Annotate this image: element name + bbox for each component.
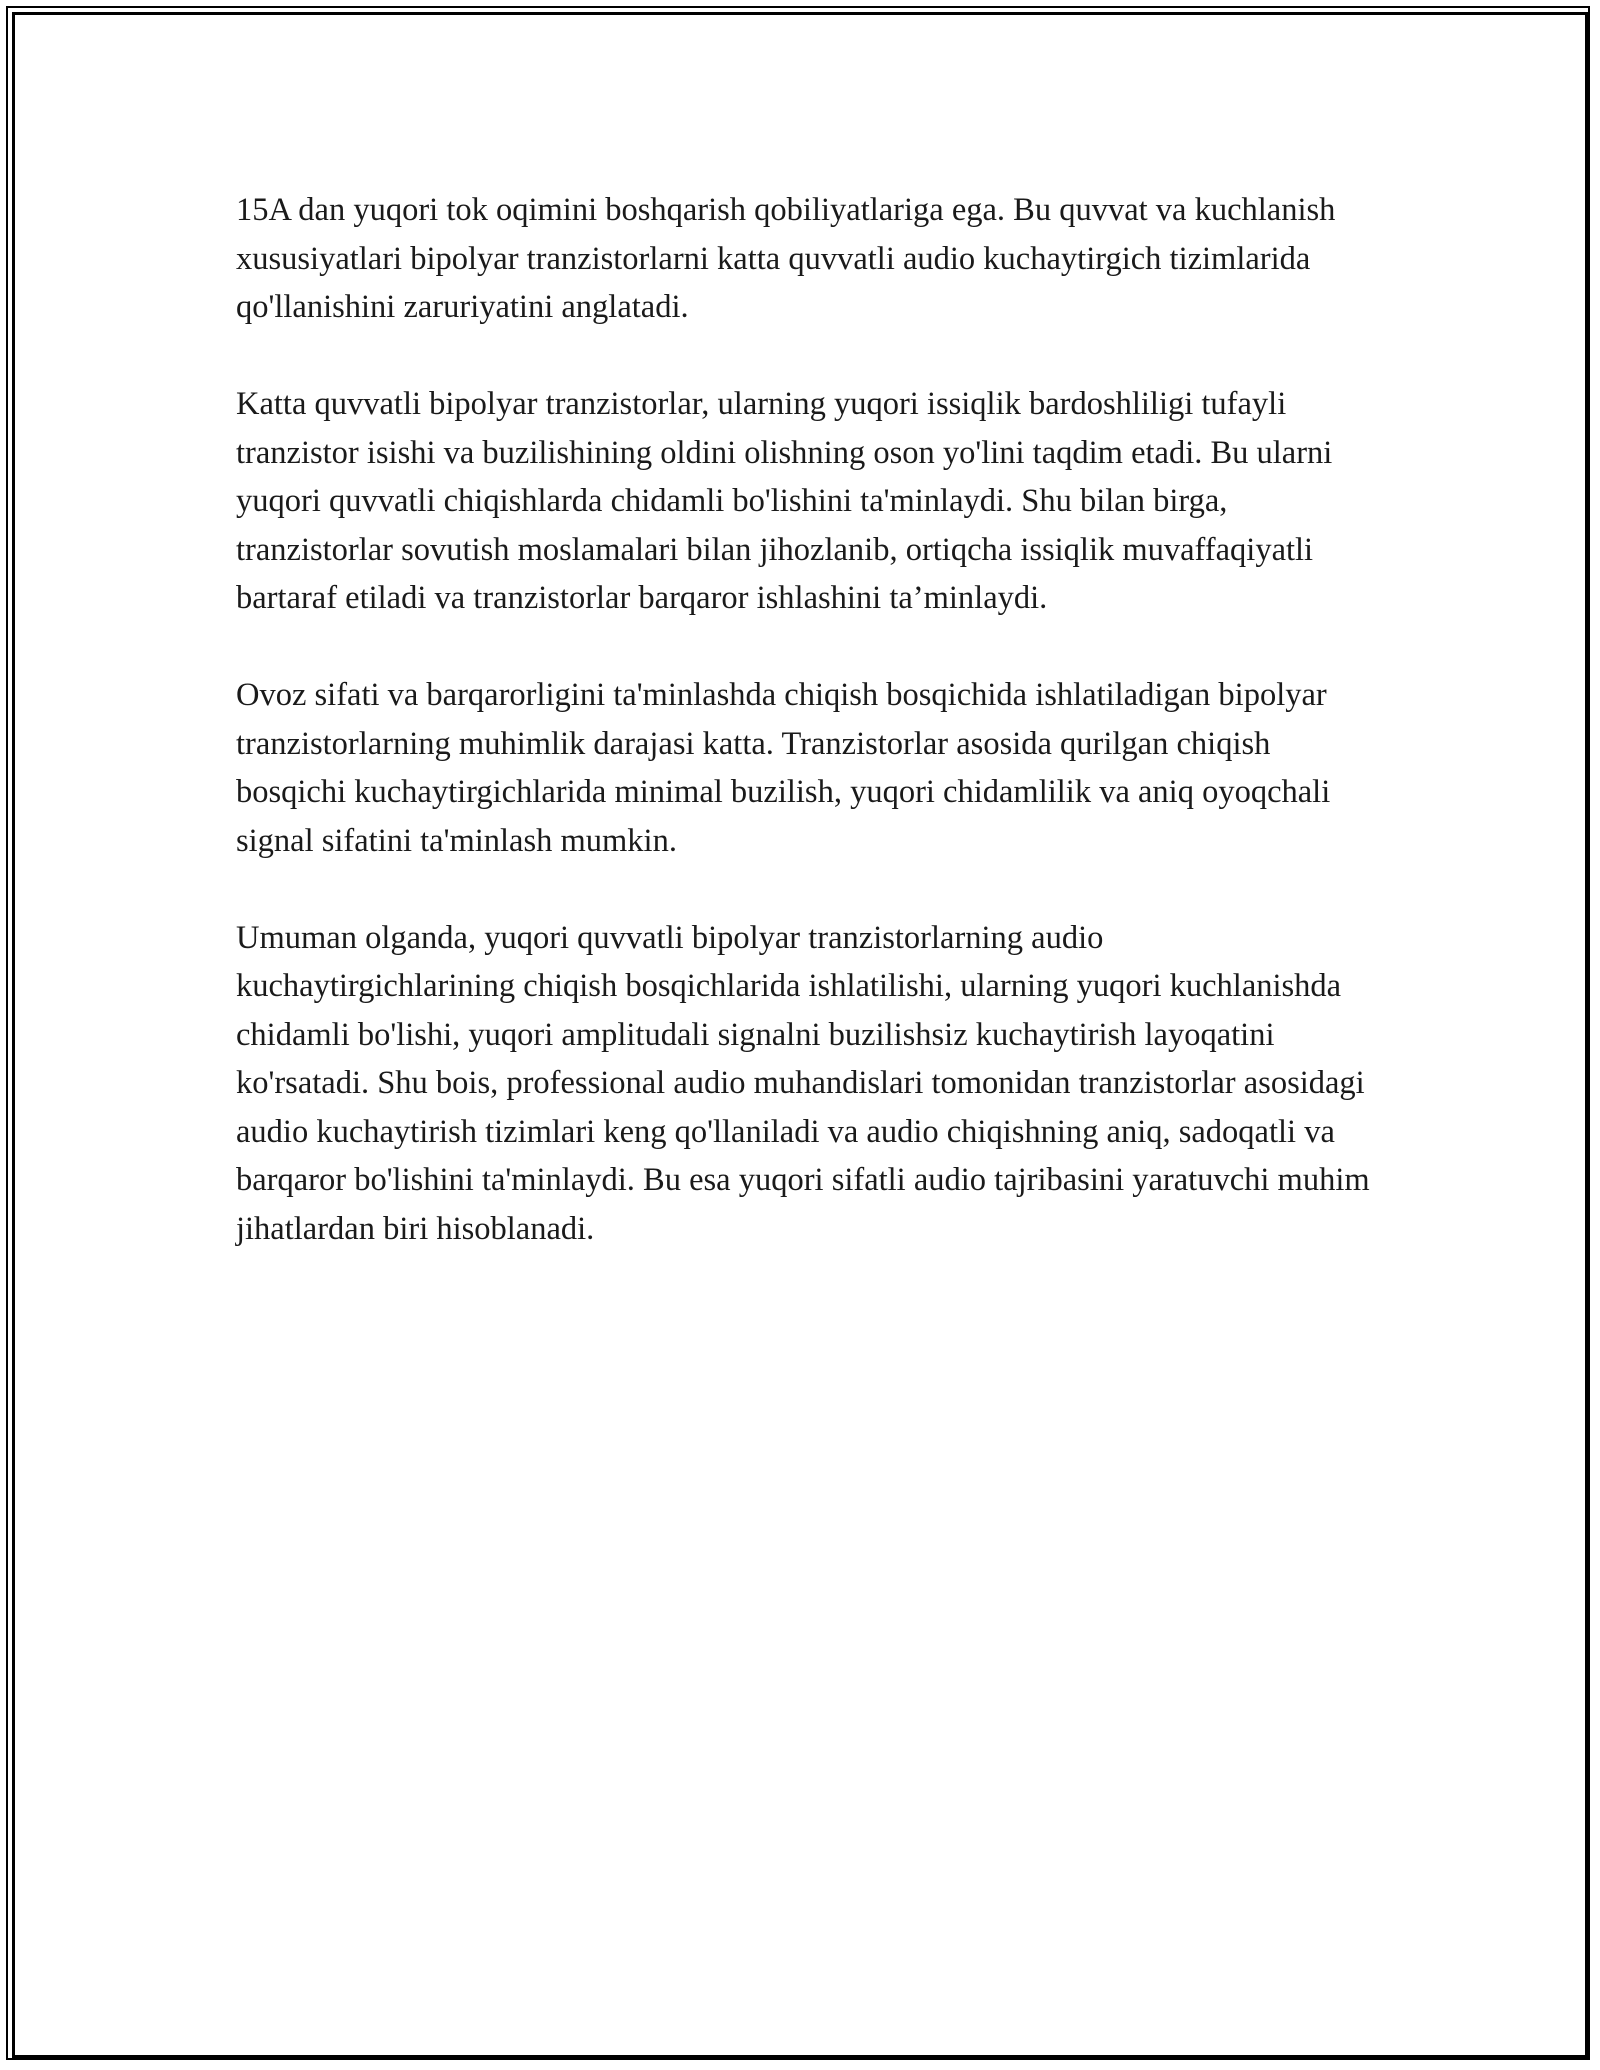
document-body xyxy=(236,186,1376,1302)
paragraph-3: Ovoz sifati va barqarorligini ta'minlashda chiqish bosqichida ishlatiladigan bipolyar tranzistorlarning muhimlik darajasi katta. Tranzistorlar asosida qurilgan chiqish bosqichi kuchaytirgichlarida minimal buzilish, yuqori chidamlilik va aniq oyoqchali signal sifatini ta'minlash mumkin. xyxy=(236,677,1331,859)
paragraph-1: 15A dan yuqori tok oqimini boshqarish qobiliyatlariga ega. Bu quvvat va kuchlanish xususiyatlari bipolyar tranzistorlarni katta quvvatli audio kuchaytirgich tizimlarida qo'llanishini zaruriyatini anglatadi. xyxy=(236,192,1336,325)
paragraph-4: Umuman olganda, yuqori quvvatli bipolyar tranzistorlarning audio kuchaytirgichlarining chiqish bosqichlarida ishlatilishi, ularning yuqori kuchlanishda chidamli bo'lishi, yuqori amplitudali signalni buzilishsiz kuchaytirish layoqatini ko'rsatadi. Shu bois, professional audio muhandislari tomonidan tranzistorlar asosidagi audio kuchaytirish tizimlari keng qo'llaniladi va audio chiqishning aniq, sadoqatli va barqaror bo'lishini ta'minlaydi. Bu esa yuqori sifatli audio tajribasini yaratuvchi muhim jihatlardan biri hisoblanadi. xyxy=(236,919,1370,1247)
paragraph-2: Katta quvvatli bipolyar tranzistorlar, ularning yuqori issiqlik bardoshliligi tufayli tranzistor isishi va buzilishining oldini olishning oson yo'lini taqdim etadi. Bu ularni yuqori quvvatli chiqishlarda chidamli bo'lishini ta'minlaydi. Shu bilan birga, tranzistorlar sovutish moslamalari bilan jihozlanib, ortiqcha issiqlik muvaffaqiyatli bartaraf etiladi va tranzistorlar barqaror ishlashini ta’minlaydi. xyxy=(236,386,1333,616)
